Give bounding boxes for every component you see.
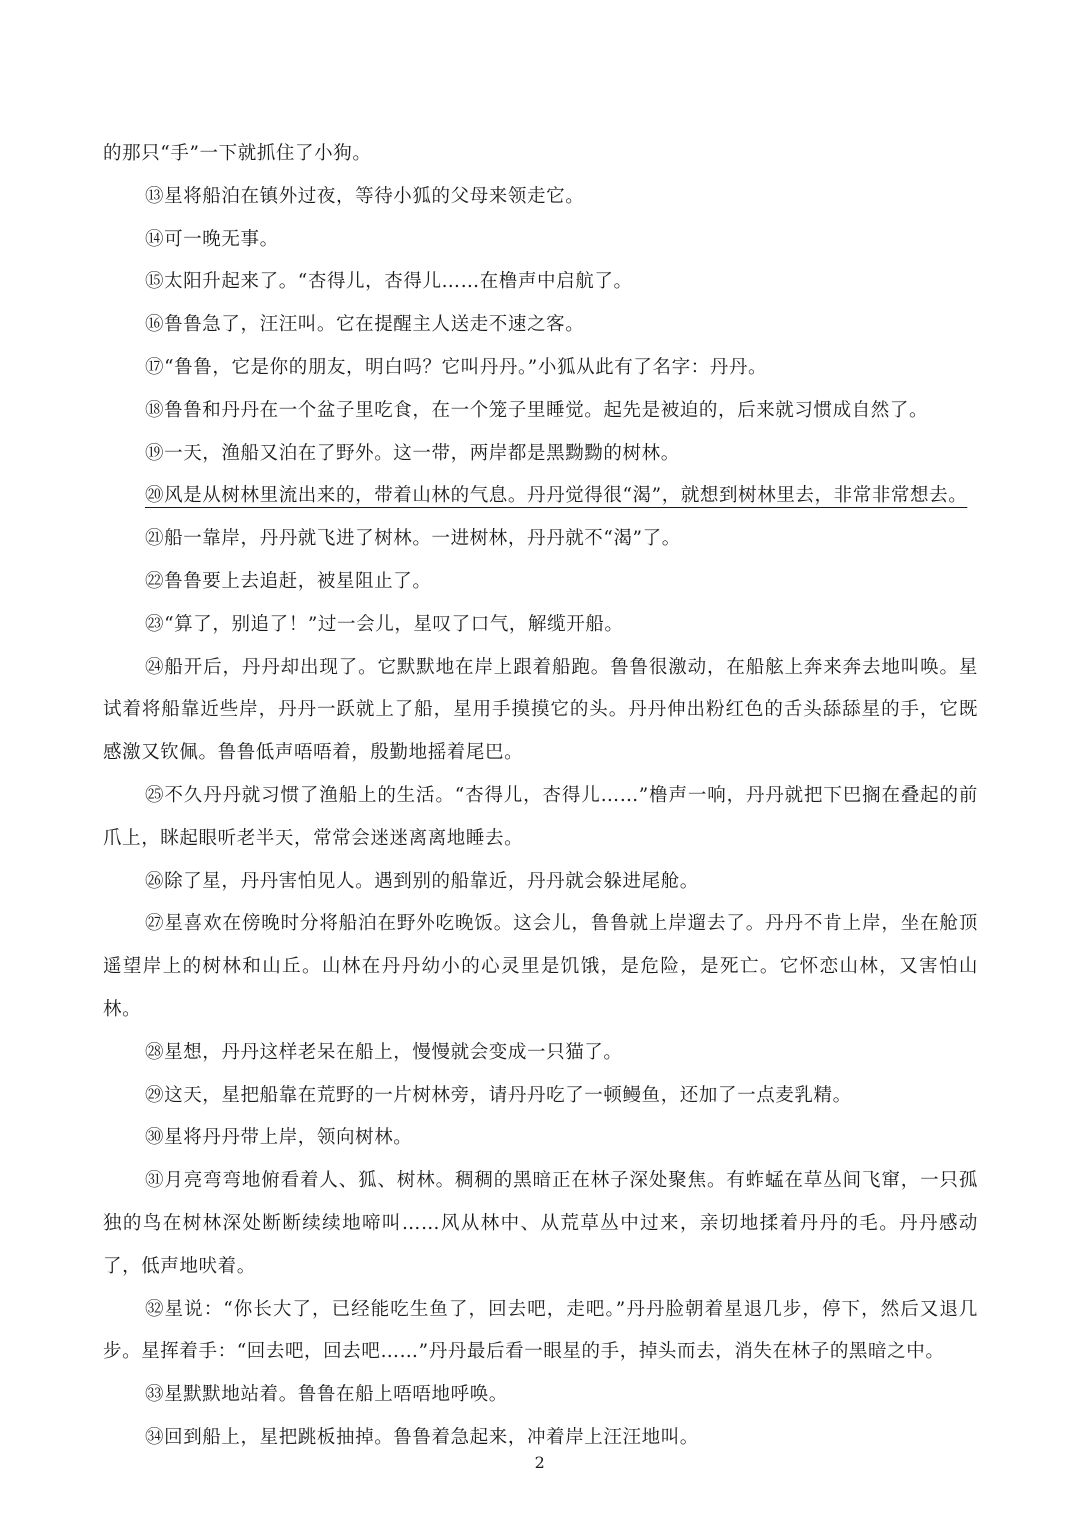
paragraph-22: ㉒鲁鲁要上去追赶，被星阻止了。 (145, 570, 432, 592)
document-body (103, 133, 978, 1460)
paragraph-33: ㉝星默默地站着。鲁鲁在船上唔唔地呼唤。 (145, 1384, 508, 1406)
paragraph-12-continued: 的那只“手”一下就抓住了小狗。 (103, 143, 372, 164)
paragraph-26: ㉖除了星，丹丹害怕见人。遇到别的船靠近，丹丹就会躲进尾舱。 (145, 870, 699, 892)
paragraph-14: ⑭可一晚无事。 (145, 228, 279, 250)
paragraph-13: ⑬星将船泊在镇外过夜，等待小狐的父母来领走它。 (145, 185, 585, 207)
paragraph-16: ⑯鲁鲁急了，汪汪叫。它在提醒主人送走不速之客。 (145, 314, 585, 336)
paragraph-31: ㉛月亮弯弯地俯看着人、狐、树林。稠稠的黑暗正在林子深处聚焦。有蚱蜢在草丛间飞窜，一只孤独的鸟在树林深处断断续续地啼叫……风从林中、从荒草丛中过来，亲切地揉着丹丹的毛。丹丹感动了，低声地吠着。 (103, 1170, 978, 1277)
paragraph-23: ㉓“算了，别追了！”过一会儿，星叹了口气，解缆开船。 (145, 613, 624, 635)
page-number: 2 (534, 1453, 546, 1472)
paragraph-29: ㉙这天，星把船靠在荒野的一片树林旁，请丹丹吃了一顿鳗鱼，还加了一点麦乳精。 (145, 1084, 852, 1106)
paragraph-30: ㉚星将丹丹带上岸，领向树林。 (145, 1127, 413, 1149)
paragraph-32: ㉜星说：“你长大了，已经能吃生鱼了，回去吧，走吧。”丹丹脸朝着星退几步，停下，然后又退几步。星挥着手：“回去吧，回去吧……”丹丹最后看一眼星的手，掉头而去，消失在林子的黑暗之中。 (103, 1298, 978, 1363)
paragraph-17: ⑰“鲁鲁，它是你的朋友，明白吗？它叫丹丹。”小狐从此有了名字：丹丹。 (145, 356, 768, 378)
paragraph-20-underlined (103, 475, 978, 518)
underlined-sentence: ⑳风是从树林里流出来的，带着山林的气息。丹丹觉得很“渴”，就想到树林里去，非常非常想去。 (145, 485, 968, 507)
paragraph-28: ㉘星想，丹丹这样老呆在船上，慢慢就会变成一只猫了。 (145, 1041, 623, 1063)
paragraph-24: ㉔船开后，丹丹却出现了。它默默地在岸上跟着船跑。鲁鲁很激动，在船舷上奔来奔去地叫唤。星试着将船靠近些岸，丹丹一跃就上了船，星用手摸摸它的头。丹丹伸出粉红色的舌头舔舔星的手，它既感激又钦佩。鲁鲁低声唔唔着，殷勤地摇着尾巴。 (103, 656, 978, 764)
paragraph-18: ⑱鲁鲁和丹丹在一个盆子里吃食，在一个笼子里睡觉。起先是被迫的，后来就习惯成自然了。 (145, 399, 929, 421)
paragraph-15: ⑮太阳升起来了。“杏得儿，杏得儿……在橹声中启航了。 (145, 271, 633, 293)
paragraph-27: ㉗星喜欢在傍晚时分将船泊在野外吃晚饭。这会儿，鲁鲁就上岸遛去了。丹丹不肯上岸，坐在舱顶遥望岸上的树林和山丘。山林在丹丹幼小的心灵里是饥饿，是危险，是死亡。它怀恋山林，又害怕山林。 (103, 913, 978, 1020)
paragraph-21: ㉑船一靠岸，丹丹就飞进了树林。一进树林，丹丹就不“渴”了。 (145, 528, 681, 550)
paragraph-25: ㉕不久丹丹就习惯了渔船上的生活。“杏得儿，杏得儿……”橹声一响，丹丹就把下巴搁在叠起的前爪上，眯起眼听老半天，常常会迷迷离离地睡去。 (103, 784, 978, 849)
paragraph-19: ⑲一天，渔船又泊在了野外。这一带，两岸都是黑黝黝的树林。 (145, 442, 680, 464)
paragraph-34: ㉞回到船上，星把跳板抽掉。鲁鲁着急起来，冲着岸上汪汪地叫。 (145, 1426, 699, 1448)
